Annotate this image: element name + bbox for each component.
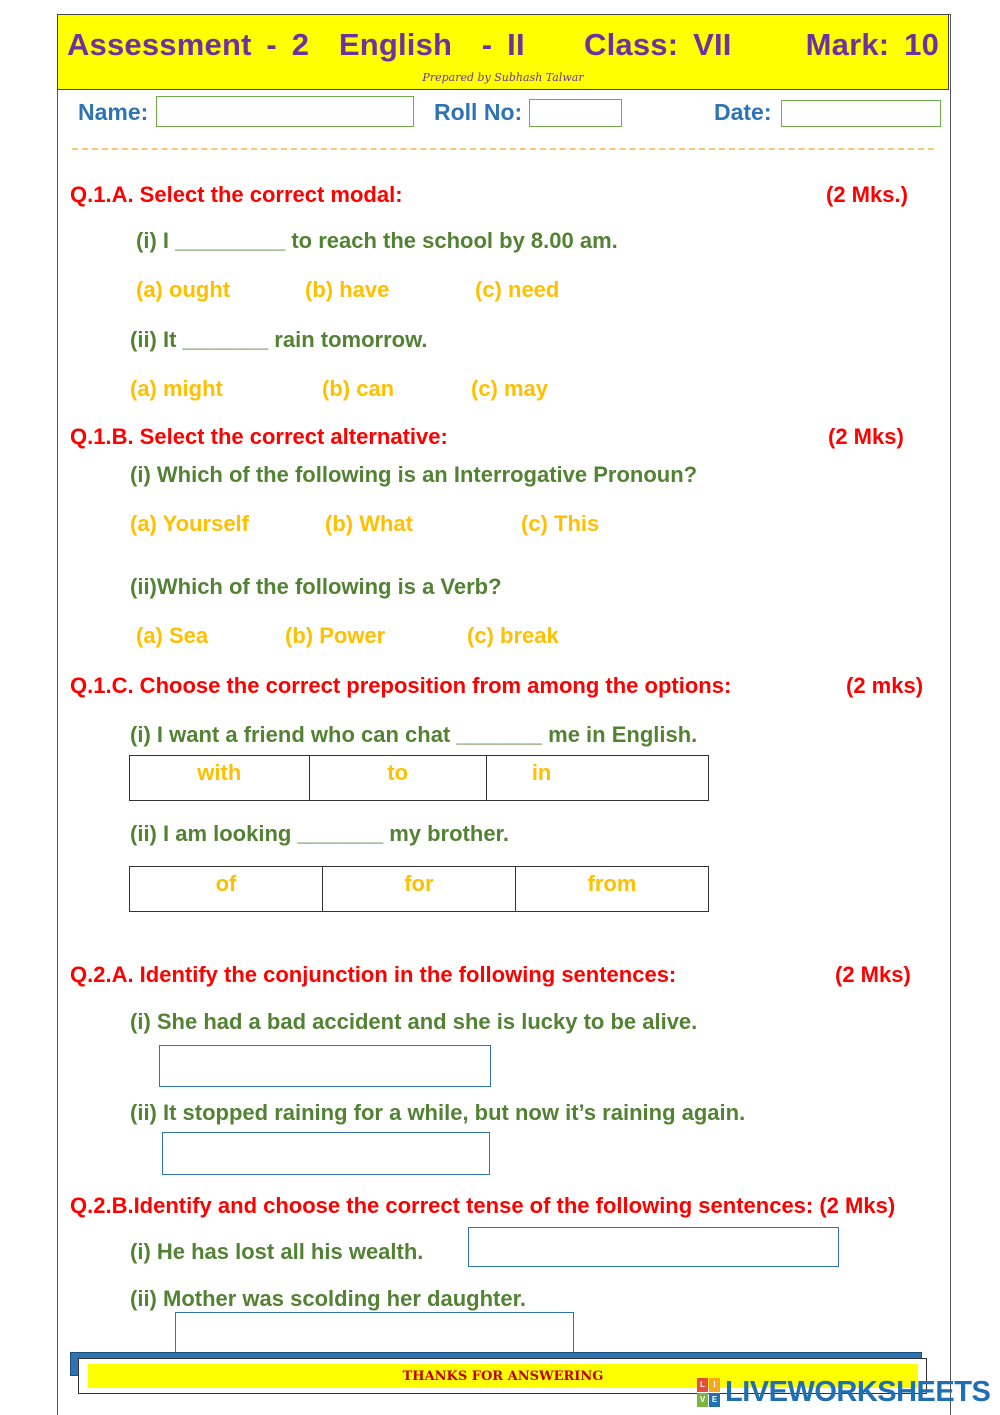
q1a-ii-option-c[interactable]: (c) may [471, 376, 549, 401]
q1a-ii-option-b[interactable]: (b) can [322, 376, 395, 401]
logo-tile-i: I [709, 1378, 720, 1392]
q1c-ii-option-of[interactable]: of [130, 867, 323, 912]
q2b-title: Q.2.B.Identify and choose the correct tense of the following sentences: (2 Mks) [70, 1193, 896, 1218]
q1b-i-option-a[interactable]: (a) Yourself [130, 511, 249, 536]
q1a-i-option-b[interactable]: (b) have [305, 277, 390, 302]
thanks-message: THANKS FOR ANSWERING [402, 1369, 604, 1384]
q2a-title: Q.2.A. Identify the conjunction in the following sentences: [70, 962, 677, 987]
q1b-ii-option-a[interactable]: (a) Sea [136, 623, 209, 648]
worksheet-header [57, 14, 949, 90]
q1c-ii-option-from[interactable]: from [515, 867, 708, 912]
q1c-ii-options-table [129, 866, 709, 912]
q1a-ii-sentence: (ii) It _______ rain tomorrow. [130, 327, 428, 352]
q1b-ii-sentence: (ii)Which of the following is a Verb? [130, 574, 502, 599]
q1a-title: Q.1.A. Select the correct modal: [70, 182, 403, 207]
q1b-i-option-c[interactable]: (c) This [521, 511, 600, 536]
q1b-i-sentence: (i) Which of the following is an Interrogative Pronoun? [130, 462, 698, 487]
name-label: Name: [78, 99, 149, 125]
roll-no-label: Roll No: [434, 99, 523, 125]
q1c-title: Q.1.C. Choose the correct preposition from among the options: [70, 673, 732, 698]
q2b-ii-sentence: (ii) Mother was scolding her daughter. [130, 1286, 527, 1311]
q1c-ii-sentence: (ii) I am looking _______ my brother. [130, 821, 510, 846]
q1c-ii-option-for[interactable]: for [322, 867, 515, 912]
q1a-ii-option-a[interactable]: (a) might [130, 376, 223, 401]
q1c-i-sentence: (i) I want a friend who can chat _______ me in English. [130, 722, 698, 747]
q2a-ii-sentence: (ii) It stopped raining for a while, but now it’s raining again. [130, 1100, 746, 1125]
q2b-i-sentence: (i) He has lost all his wealth. [130, 1239, 424, 1264]
q1a-i-option-a[interactable]: (a) ought [136, 277, 231, 302]
logo-tile-l: L [697, 1378, 708, 1392]
q1c-i-option-in[interactable]: in [486, 756, 708, 801]
liveworksheets-logo-icon [697, 1378, 721, 1408]
separator-line [72, 148, 934, 150]
date-input[interactable] [781, 100, 941, 127]
q1a-i-sentence: (i) I _________ to reach the school by 8.00 am. [136, 228, 618, 253]
q1b-marks: (2 Mks) [828, 424, 904, 449]
liveworksheets-brand [697, 1376, 990, 1409]
q1a-i-option-c[interactable]: (c) need [475, 277, 560, 302]
q2b-ii-answer-input[interactable] [175, 1312, 574, 1354]
q1c-i-options-table [129, 755, 709, 801]
q1c-i-option-with[interactable]: with [130, 756, 310, 801]
q1c-i-option-to[interactable]: to [309, 756, 486, 801]
q1b-title: Q.1.B. Select the correct alternative: [70, 424, 448, 449]
q2a-i-sentence: (i) She had a bad accident and she is lucky to be alive. [130, 1009, 698, 1034]
q1a-marks: (2 Mks.) [826, 182, 908, 207]
prepared-by: Prepared by Subhash Talwar [422, 71, 584, 84]
worksheet-title: Assessment - 2 English - II Class: VII Mark: 10 [66, 27, 940, 62]
q2b-i-answer-input[interactable] [468, 1227, 839, 1267]
roll-no-input[interactable] [529, 99, 622, 127]
q1b-i-option-b[interactable]: (b) What [325, 511, 413, 536]
date-label: Date: [714, 99, 772, 125]
q2a-marks: (2 Mks) [835, 962, 911, 987]
q1b-ii-option-b[interactable]: (b) Power [285, 623, 386, 648]
logo-tile-v: V [697, 1393, 708, 1407]
liveworksheets-wordmark: LIVEWORKSHEETS [725, 1376, 991, 1408]
q1c-marks: (2 mks) [846, 673, 924, 698]
q2a-i-answer-input[interactable] [159, 1045, 491, 1087]
logo-tile-e: E [709, 1393, 720, 1407]
name-input[interactable] [156, 96, 414, 127]
q1b-ii-option-c[interactable]: (c) break [467, 623, 559, 648]
q2a-ii-answer-input[interactable] [162, 1132, 490, 1175]
